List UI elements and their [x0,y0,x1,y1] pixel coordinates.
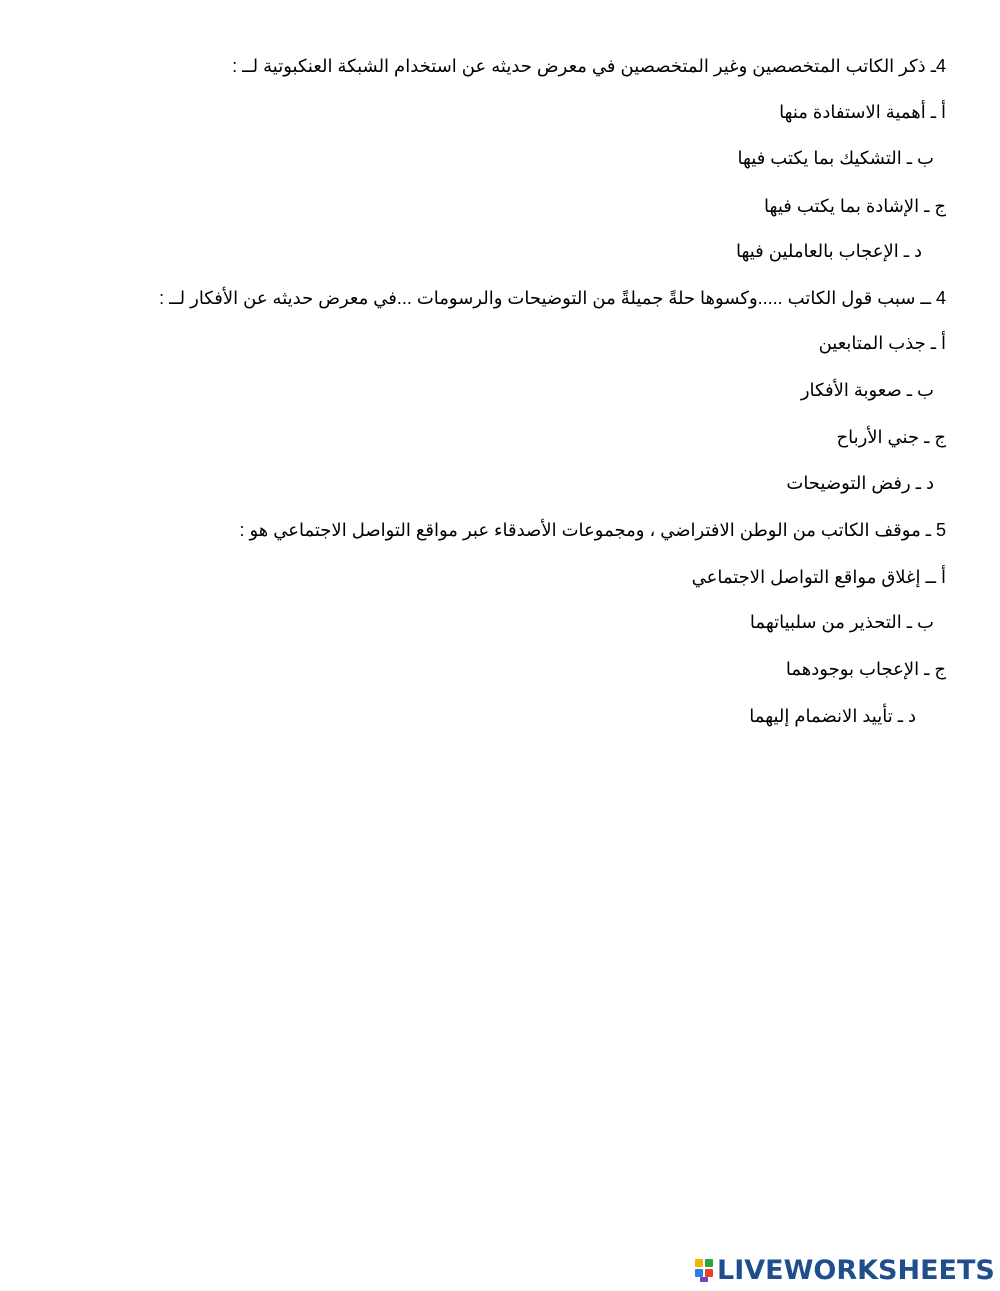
question-2-stem: 4 ــ سبب قول الكاتب .....وكسوها حلةً جميلةً من التوضيحات والرسومات ...في معرض حديثه عن الأفكار لــ : [159,288,946,308]
liveworksheets-logo-text: LIVEWORKSHEETS [717,1255,995,1286]
question-1-option-c: ج ـ الإشادة بما يكتب فيها [764,196,946,216]
liveworksheets-logo [695,1256,995,1286]
question-1-option-a: أ ـ أهمية الاستفادة منها [779,102,946,122]
question-3-option-a: أ ــ إغلاق مواقع التواصل الاجتماعي [691,567,946,587]
question-1-option-b: ب ـ التشكيك بما يكتب فيها [737,148,934,168]
question-3-option-d: د ـ تأييد الانضمام إليهما [749,706,916,726]
question-2-option-c: ج ـ جني الأرباح [836,427,946,447]
question-2-option-b: ب ـ صعوبة الأفكار [800,380,934,400]
logo-square-purple [700,1277,708,1282]
question-2-option-a: أ ـ جذب المتابعين [818,333,946,353]
question-1-stem: 4ـ ذكر الكاتب المتخصصين وغير المتخصصين في معرض حديثه عن استخدام الشبكة العنكبوتية لــ : [232,56,946,76]
logo-square-blue [695,1269,703,1277]
logo-square-red [705,1269,713,1277]
logo-square-green [705,1259,713,1267]
logo-square-yellow [695,1259,703,1267]
question-1-option-d: د ـ الإعجاب بالعاملين فيها [735,241,922,261]
question-3-option-c: ج ـ الإعجاب بوجودهما [785,659,946,679]
question-3-option-b: ب ـ التحذير من سلبياتهما [749,612,934,632]
question-2-option-d: د ـ رفض التوضيحات [786,473,934,493]
question-3-stem: 5 ـ موقف الكاتب من الوطن الافتراضي ، ومجموعات الأصدقاء عبر مواقع التواصل الاجتماعي هو : [239,520,946,540]
liveworksheets-logo-icon [695,1259,715,1283]
